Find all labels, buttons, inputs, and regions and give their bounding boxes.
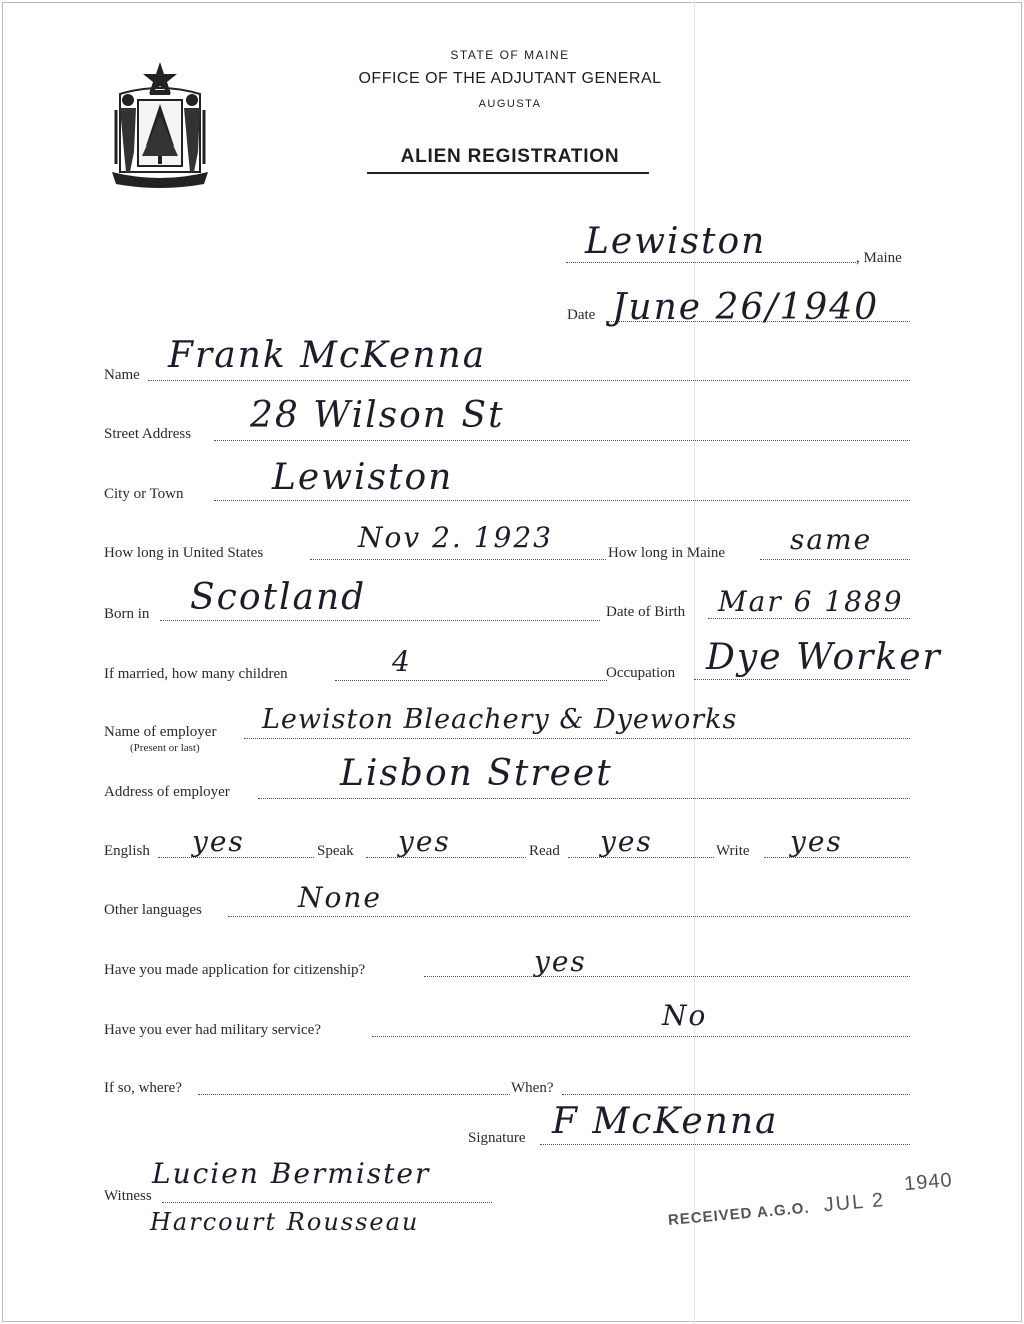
employer-label: Name of employer (104, 724, 217, 740)
signature-label: Signature (468, 1130, 526, 1146)
other-languages-value: None (298, 881, 382, 914)
title-underline (367, 172, 649, 174)
date-of-birth-label: Date of Birth (606, 604, 686, 620)
employer-value: Lewiston Bleachery & Dyeworks (262, 704, 738, 735)
header-city: AUGUSTA (478, 98, 542, 110)
citizenship-line (424, 976, 910, 977)
signature-line (540, 1144, 910, 1145)
date-of-birth-value: Mar 6 1889 (718, 585, 904, 618)
witness-label: Witness (104, 1188, 152, 1204)
name-line (148, 380, 910, 381)
when-label: When? (511, 1080, 554, 1096)
military-line (372, 1036, 910, 1037)
born-in-line (160, 620, 600, 621)
when-line (562, 1094, 910, 1095)
occupation-label: Occupation (606, 665, 676, 681)
signature-value: F McKenna (552, 1101, 779, 1142)
employer-address-value: Lisbon Street (340, 753, 613, 794)
english-value: yes (192, 825, 245, 858)
maine-state-seal-icon (104, 60, 216, 192)
place-value: Lewiston (585, 221, 767, 262)
employer-sublabel: (Present or last) (130, 742, 200, 754)
place-label: , Maine (856, 250, 902, 266)
citizenship-label: Have you made application for citizenship? (104, 962, 366, 978)
where-label: If so, where? (104, 1080, 182, 1096)
city-label: City or Town (104, 486, 184, 502)
where-line (198, 1094, 510, 1095)
how-long-us-label: How long in United States (104, 545, 264, 561)
how-long-us-line (310, 559, 606, 560)
children-line (335, 680, 607, 681)
stamp-date: JUL 2 (822, 1189, 887, 1217)
date-of-birth-line (708, 618, 910, 619)
witness-line (162, 1202, 492, 1203)
stamp-text: RECEIVED A.G.O. (667, 1199, 811, 1229)
military-value: No (662, 999, 708, 1032)
form-title: ALIEN REGISTRATION (400, 146, 620, 167)
witness-signature-2: Harcourt Rousseau (150, 1208, 420, 1236)
date-label: Date (567, 307, 596, 323)
city-line (214, 500, 910, 501)
witness-signature-1: Lucien Bermister (152, 1157, 431, 1190)
header-office: OFFICE OF THE ADJUTANT GENERAL (358, 70, 662, 87)
other-languages-line (228, 916, 910, 917)
place-line (566, 262, 856, 263)
other-languages-label: Other languages (104, 902, 202, 918)
header-state: STATE OF MAINE (450, 48, 570, 62)
read-value: yes (600, 825, 653, 858)
street-address-line (214, 440, 910, 441)
children-value: 4 (392, 645, 412, 678)
speak-value: yes (398, 825, 451, 858)
occupation-value: Dye Worker (706, 637, 942, 678)
how-long-maine-line (760, 559, 910, 560)
write-value: yes (790, 825, 843, 858)
how-long-maine-value: same (790, 523, 873, 556)
born-in-value: Scotland (190, 577, 367, 618)
name-label: Name (104, 367, 140, 383)
english-label: English (104, 843, 150, 859)
how-long-maine-label: How long in Maine (608, 545, 726, 561)
write-label: Write (716, 843, 750, 859)
read-label: Read (529, 843, 560, 859)
stamp-year: 1940 (903, 1169, 954, 1196)
street-address-label: Street Address (104, 426, 192, 442)
employer-address-label: Address of employer (104, 784, 230, 800)
employer-line (244, 738, 910, 739)
how-long-us-value: Nov 2. 1923 (358, 521, 553, 554)
citizenship-value: yes (534, 945, 587, 978)
name-value: Frank McKenna (168, 335, 487, 376)
city-value: Lewiston (272, 457, 454, 498)
employer-address-line (258, 798, 910, 799)
speak-label: Speak (317, 843, 354, 859)
born-in-label: Born in (104, 606, 150, 622)
street-address-value: 28 Wilson St (250, 395, 505, 436)
military-label: Have you ever had military service? (104, 1022, 321, 1038)
occupation-line (694, 679, 910, 680)
children-label: If married, how many children (104, 666, 288, 682)
date-value: June 26/1940 (612, 287, 880, 328)
